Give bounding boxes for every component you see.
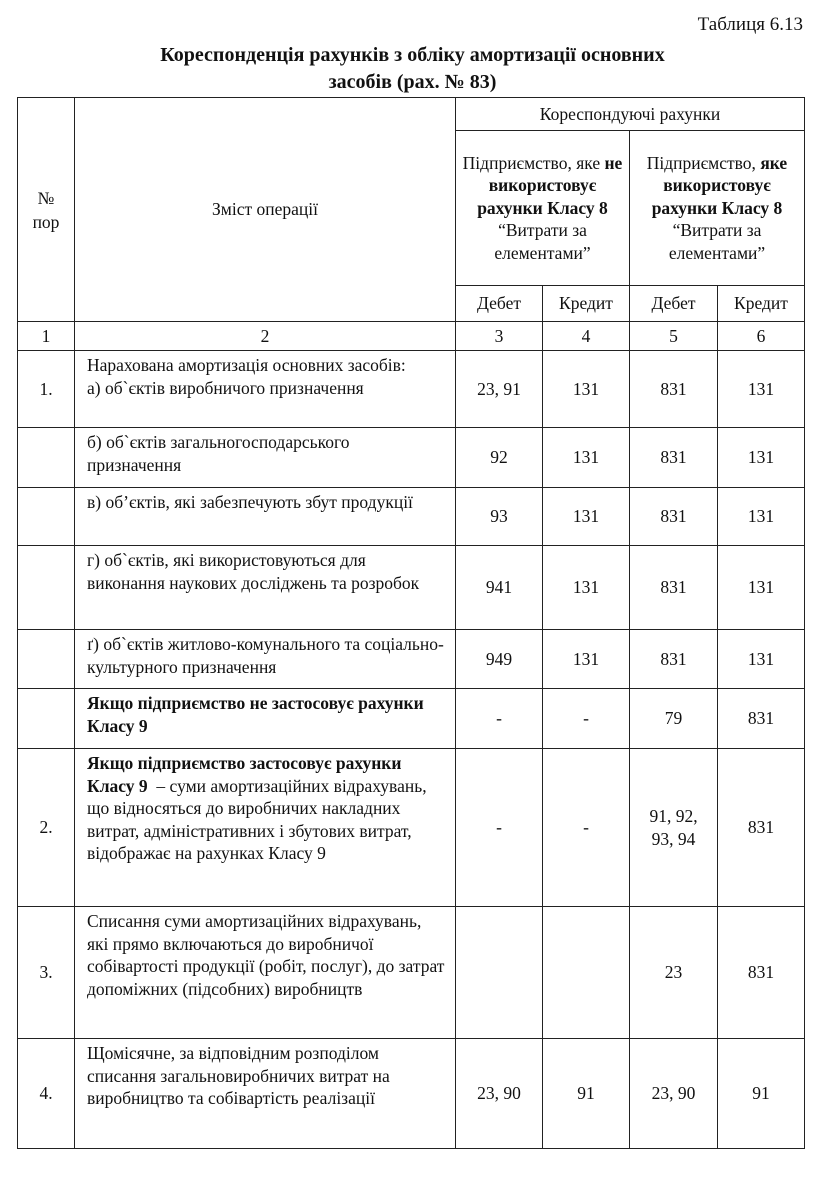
row-no [18, 689, 75, 749]
row-credit-4: 131 [543, 630, 630, 689]
row-credit-4: - [543, 689, 630, 749]
row-content: в) об’єктів, які забезпечують збут продукції [75, 488, 456, 546]
header-no: № пор [18, 98, 75, 322]
header-corresponding: Кореспондуючі рахунки [456, 98, 805, 131]
row-content-rest: – суми амортизаційних відрахувань, що відносяться до виробничих накладних витрат, адміністративних і збутових витрат, відображає на рахунках Класу 9 [87, 775, 431, 863]
row-credit-6: 131 [718, 488, 805, 546]
table-row [18, 546, 805, 630]
table-row [18, 1039, 805, 1149]
row-debit-5: 831 [630, 428, 718, 488]
row-debit-3: 941 [456, 546, 543, 630]
row-credit-6: 91 [718, 1039, 805, 1149]
row-no [18, 630, 75, 689]
row-debit-5: 23, 90 [630, 1039, 718, 1149]
table-row [18, 351, 805, 428]
row-credit-4: 131 [543, 488, 630, 546]
row-no: 4. [18, 1039, 75, 1149]
row-no: 3. [18, 907, 75, 1039]
row-debit-3 [456, 907, 543, 1039]
table-row [18, 907, 805, 1039]
row-credit-6: 831 [718, 907, 805, 1039]
row-content-bold: Якщо підприємство застосовує рахунки Класу 9 [87, 753, 402, 796]
row-credit-6: 131 [718, 351, 805, 428]
header-credit-6: Кредит [718, 286, 805, 322]
row-content: Щомісячне, за відповідним розподілом списання загальновиробничих витрат на виробництво та собівартість реалізації [75, 1039, 456, 1149]
table-row [18, 630, 805, 689]
row-credit-6: 131 [718, 630, 805, 689]
enterprise-b-part3: “Витрати за елементами” [668, 220, 766, 263]
enterprise-a-part1: Підприємство, яке [462, 152, 605, 173]
table-number: Таблиця 6.13 [697, 14, 803, 35]
header-enterprise-no-class8 [456, 131, 630, 286]
row-debit-5: 831 [630, 488, 718, 546]
header-credit-4: Кредит [543, 286, 630, 322]
enterprise-b-part1: Підприємство, [646, 152, 761, 173]
row-content: г) об`єктів, які використовуються для виконання наукових досліджень та розробок [75, 546, 456, 630]
title-line-2: засобів (рах. № 83) [328, 71, 497, 93]
header-enterprise-with-class8 [630, 131, 805, 286]
row-no: 2. [18, 749, 75, 907]
row-content: Нарахована амортизація основних засобів: а) об`єктів виробничого призначення [75, 351, 456, 428]
table-row [18, 689, 805, 749]
row-credit-6: 131 [718, 428, 805, 488]
header-content: Зміст операції [75, 98, 456, 322]
row-debit-5: 91, 92, 93, 94 [630, 749, 718, 907]
col-number-6: 6 [718, 322, 805, 351]
row-debit-3: 23, 91 [456, 351, 543, 428]
enterprise-a-part3: “Витрати за елементами” [494, 220, 591, 263]
enterprise-a-part2: не використовує рахунки Класу 8 [477, 152, 623, 218]
row-credit-4: - [543, 749, 630, 907]
row-no [18, 428, 75, 488]
row-content [75, 689, 456, 749]
table-row [18, 428, 805, 488]
col-number-3: 3 [456, 322, 543, 351]
row-no [18, 546, 75, 630]
row-debit-5: 23 [630, 907, 718, 1039]
row-no [18, 488, 75, 546]
col-number-1: 1 [18, 322, 75, 351]
row-content-bold: Якщо підприємство не застосовує рахунки Класу 9 [87, 693, 424, 736]
row-debit-5: 831 [630, 630, 718, 689]
table-row [18, 488, 805, 546]
row-credit-4: 131 [543, 351, 630, 428]
table-row [18, 749, 805, 907]
row-content [75, 749, 456, 907]
row-debit-5: 831 [630, 351, 718, 428]
col-number-2: 2 [75, 322, 456, 351]
row-debit-3: 92 [456, 428, 543, 488]
row-content: ґ) об`єктів житлово-комунального та соціально-культурного призначення [75, 630, 456, 689]
row-credit-4: 91 [543, 1039, 630, 1149]
row-debit-3: - [456, 689, 543, 749]
col-number-5: 5 [630, 322, 718, 351]
table-title [60, 42, 765, 96]
row-credit-6: 831 [718, 749, 805, 907]
row-credit-4 [543, 907, 630, 1039]
row-debit-3: 93 [456, 488, 543, 546]
row-credit-4: 131 [543, 428, 630, 488]
row-no: 1. [18, 351, 75, 428]
enterprise-b-part2: яке використовує рахунки Класу 8 [651, 152, 788, 218]
row-credit-6: 831 [718, 689, 805, 749]
row-credit-6: 131 [718, 546, 805, 630]
header-debit-3: Дебет [456, 286, 543, 322]
header-debit-5: Дебет [630, 286, 718, 322]
title-line-1: Кореспонденція рахунків з обліку амортизації основних [160, 44, 665, 66]
col-number-4: 4 [543, 322, 630, 351]
row-debit-3: 949 [456, 630, 543, 689]
row-credit-4: 131 [543, 546, 630, 630]
row-content: б) об`єктів загальногосподарського призначення [75, 428, 456, 488]
row-debit-5: 831 [630, 546, 718, 630]
row-content: Списання суми амортизаційних відрахувань, які прямо включаються до виробничої собівартості продукції (робіт, послуг), до затрат допоміжних (підсобних) виробництв [75, 907, 456, 1039]
correspondence-table [17, 97, 805, 1149]
row-debit-3: - [456, 749, 543, 907]
row-debit-5: 79 [630, 689, 718, 749]
row-debit-3: 23, 90 [456, 1039, 543, 1149]
